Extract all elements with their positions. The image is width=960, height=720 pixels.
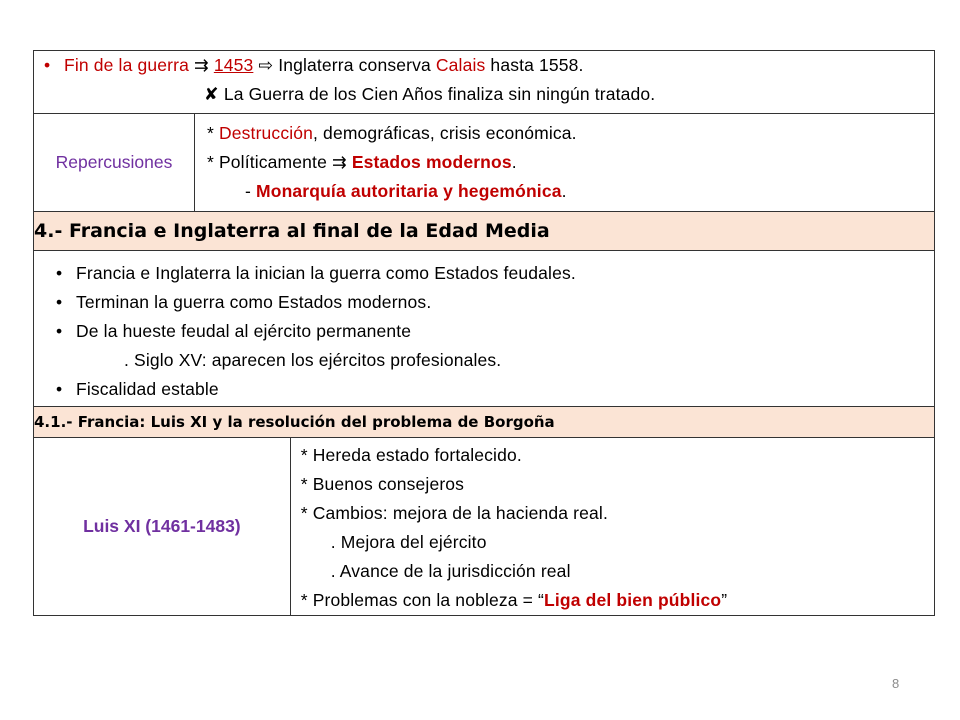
outline-arrow-icon: ⇨ <box>258 55 274 75</box>
modern-states-text: Estados modernos <box>351 152 512 172</box>
list-item <box>46 375 922 404</box>
repercussions-label-cell <box>34 114 195 212</box>
bullet-icon: • <box>44 55 51 75</box>
closing-quote-text: ” <box>721 590 728 610</box>
political-text: * Políticamente <box>207 152 332 172</box>
list-item-text: De la hueste feudal al ejército permanente <box>76 321 412 341</box>
destruction-line <box>207 119 934 148</box>
end-of-war-line <box>34 51 934 80</box>
period-text: . <box>561 181 567 201</box>
end-of-war-row <box>34 51 935 114</box>
dash-text: - <box>245 181 256 201</box>
page-number: 8 <box>892 676 900 691</box>
section-4-header-row <box>34 212 935 251</box>
no-treaty-text: La Guerra de los Cien Años finaliza sin ningún tratado. <box>218 84 656 104</box>
england-keeps-text: Inglaterra conserva <box>273 55 436 75</box>
louis-xi-subline: . Avance de la jurisdicción real <box>330 561 571 581</box>
bullets-cell <box>34 251 935 407</box>
sub-list-item <box>46 346 922 375</box>
section-4-1-header-row <box>34 407 935 438</box>
list-item-text: Terminan la guerra como Estados modernos. <box>76 292 432 312</box>
section-4-1-title: 4.1.- Francia: Luis XI y la resolución del problema de Borgoña <box>34 407 935 438</box>
louis-xi-subline: . Mejora del ejército <box>330 532 487 552</box>
end-of-war-cell <box>34 51 935 114</box>
repercussions-label: Repercusiones <box>55 152 173 172</box>
monarchy-text: Monarquía autoritaria y hegemónica <box>256 181 562 201</box>
end-of-war-label: Fin de la guerra <box>64 55 189 75</box>
crisis-text: , demográficas, crisis económica. <box>313 123 577 143</box>
bullet-icon: • <box>56 263 63 283</box>
bullet-icon: • <box>56 379 63 399</box>
section-4-title: 4.- Francia e Inglaterra al final de la Edad Media <box>34 212 935 251</box>
repercussions-content <box>195 114 935 212</box>
asterisk-text: * <box>207 123 219 143</box>
double-arrow-icon: ⇉ <box>193 55 209 75</box>
louis-xi-row <box>34 438 935 616</box>
louis-xi-line: * Buenos consejeros <box>300 474 465 494</box>
destruction-text: Destrucción <box>218 123 314 143</box>
louis-xi-content <box>290 438 934 616</box>
sub-list-item-text: . Siglo XV: aparecen los ejércitos profesionales. <box>124 350 502 370</box>
period-text: . <box>511 152 517 172</box>
louis-xi-label: Luis XI (1461-1483) <box>83 516 241 536</box>
political-line <box>207 148 934 177</box>
cross-icon: ✘ <box>204 84 219 104</box>
list-item <box>46 317 922 346</box>
nobility-text: * Problemas con la nobleza = “ <box>300 590 545 610</box>
double-arrow-icon: ⇉ <box>331 152 347 172</box>
bullet-icon: • <box>56 321 63 341</box>
bullets-row <box>34 251 935 407</box>
no-treaty-line <box>34 80 934 109</box>
repercussions-row <box>34 114 935 212</box>
louis-xi-label-cell <box>34 438 291 616</box>
list-item-text: Francia e Inglaterra la inician la guerra como Estados feudales. <box>76 263 576 283</box>
content-table <box>33 50 935 616</box>
louis-xi-line: * Hereda estado fortalecido. <box>300 445 522 465</box>
list-item-text: Fiscalidad estable <box>76 379 219 399</box>
league-text: Liga del bien público <box>544 590 722 610</box>
bullet-icon: • <box>56 292 63 312</box>
calais-text: Calais <box>435 55 486 75</box>
louis-xi-line: * Cambios: mejora de la hacienda real. <box>300 503 608 523</box>
list-item <box>46 288 922 317</box>
monarchy-line <box>207 177 934 206</box>
nobility-line <box>301 586 934 615</box>
until-year-text: hasta 1558. <box>485 55 584 75</box>
list-item <box>46 259 922 288</box>
year-link[interactable]: 1453 <box>213 55 254 75</box>
